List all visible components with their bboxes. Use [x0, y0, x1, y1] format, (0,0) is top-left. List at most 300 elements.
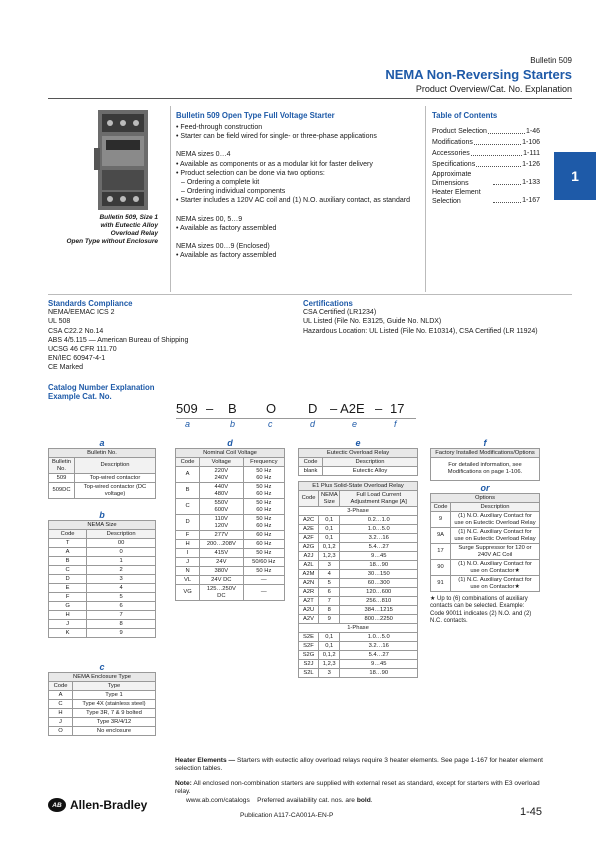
- sizes-line: NEMA sizes 00, 5…9: [176, 215, 243, 223]
- cell: 24V DC: [200, 576, 243, 585]
- column-header: Voltage: [200, 458, 243, 467]
- table-row: [49, 539, 156, 548]
- table-row: [431, 576, 540, 592]
- table-row: [49, 629, 156, 638]
- table-row: [299, 660, 418, 669]
- table-letter: or: [480, 483, 490, 493]
- table-row: [49, 691, 156, 700]
- standards-section: [48, 299, 288, 373]
- cat-dash: –: [206, 401, 214, 416]
- table-d-block: [175, 438, 285, 601]
- bulletin-table: [48, 448, 156, 499]
- table-row: [431, 512, 540, 528]
- column-header: Description: [451, 503, 540, 512]
- cell: A: [176, 467, 200, 483]
- cell: 1,2,3: [319, 552, 340, 561]
- table-row: [431, 544, 540, 560]
- cat-part-d: D: [308, 401, 318, 416]
- toc-item[interactable]: [432, 126, 540, 137]
- page-subtitle: Product Overview/Cat. No. Explanation: [415, 84, 572, 94]
- cell: 91: [431, 576, 451, 592]
- logo-text: Allen-Bradley: [70, 798, 148, 812]
- standard-line: ABS 4/5.115 — American Bureau of Shipping: [48, 336, 189, 344]
- table-row: [49, 718, 156, 727]
- toc-item[interactable]: [432, 137, 540, 148]
- overview-heading: Bulletin 509 Open Type Full Voltage Starter: [176, 111, 335, 120]
- header-rule: [48, 98, 572, 99]
- modifications-note: For detailed information, see Modifications on page 1-106.: [431, 458, 540, 481]
- cell: 90: [431, 560, 451, 576]
- cell: 1: [87, 557, 156, 566]
- standard-line: EN/IEC 60947-4-1: [48, 355, 106, 363]
- table-title: Factory Installed Modifications/Options: [431, 449, 540, 458]
- table-letter: a: [99, 438, 105, 448]
- table-row: [176, 483, 285, 499]
- cell: 9: [431, 512, 451, 528]
- table-row: [299, 615, 418, 624]
- toc-label: Heater Element Selection: [432, 189, 481, 205]
- cell: J: [176, 558, 200, 567]
- table-row: [49, 566, 156, 575]
- table-letter: c: [99, 662, 105, 672]
- table-row: [176, 576, 285, 585]
- cert-line: Hazardous Location: UL Listed (File No. E10314), CSA Certified (LR 11924): [303, 327, 538, 335]
- column-header: Description: [87, 530, 156, 539]
- preferred-text: Preferred availability cat. nos. are: [257, 797, 355, 804]
- cell: 60 Hz: [243, 531, 284, 540]
- heater-note-label: Heater Elements —: [175, 757, 236, 764]
- cat-letter-c: c: [268, 419, 273, 429]
- page-number: 1-45: [520, 806, 543, 818]
- cell: A2E: [299, 525, 319, 534]
- catalog-example: Example Cat. No.: [48, 392, 112, 401]
- section-rule: [48, 294, 572, 295]
- options-footnote: ★ Up to (6) combinations of auxiliary contacts can be selected. Example: Code 90011 indicates (2) N.O. and (2) N.C. contacts.: [430, 596, 532, 625]
- cell: Top-wired contactor (DC voltage): [75, 483, 156, 499]
- column-header: Full Load Current Adjustment Range [A]: [340, 491, 418, 507]
- table-row: [431, 528, 540, 544]
- bullet-item: • Available as factory assembled: [176, 224, 420, 233]
- table-row: [299, 633, 418, 642]
- standards-heading: Standards Compliance: [48, 299, 133, 308]
- toc-label: Modifications: [432, 139, 473, 146]
- table-row: [299, 651, 418, 660]
- toc-label: Approximate Dimensions: [432, 171, 472, 187]
- cell: 60…300: [340, 579, 418, 588]
- cat-dash: –: [375, 401, 383, 416]
- cell: O: [49, 727, 73, 736]
- cell: A: [49, 548, 87, 557]
- table-c-block: [48, 662, 156, 736]
- table-row: [176, 515, 285, 531]
- e1-plus-table: [298, 481, 418, 678]
- table-row: [49, 474, 156, 483]
- cell: S2F: [299, 642, 319, 651]
- table-row: [176, 558, 285, 567]
- cat-part-a: 509: [176, 401, 198, 416]
- brand-logo: [48, 798, 147, 812]
- standard-line: NEMA/EEMAC ICS 2: [48, 309, 115, 317]
- heater-note: [175, 757, 545, 774]
- toc-item[interactable]: [432, 170, 540, 188]
- cell: No enclosure: [73, 727, 156, 736]
- modifications-table: [430, 448, 540, 481]
- cell: 800…2250: [340, 615, 418, 624]
- table-row: [299, 525, 418, 534]
- cat-part-b: B: [228, 401, 237, 416]
- cat-letter-b: b: [230, 419, 236, 429]
- column-header: Code: [299, 491, 319, 507]
- cell: K: [49, 629, 87, 638]
- cat-letter-d: d: [310, 419, 316, 429]
- note-label: Note:: [175, 780, 192, 787]
- table-title: Eutectic Overload Relay: [299, 449, 418, 458]
- table-row: [299, 570, 418, 579]
- table-title: NEMA Size: [49, 521, 156, 530]
- cell: 1,2,3: [319, 660, 340, 669]
- cell: N: [176, 567, 200, 576]
- cell: A2M: [299, 570, 319, 579]
- table-row: [176, 499, 285, 515]
- caption-line: Bulletin 509, Size 1: [99, 214, 158, 221]
- table-row: [299, 516, 418, 525]
- toc-label: Product Selection: [432, 128, 487, 135]
- cell: C: [49, 700, 73, 709]
- cell: 50/60 Hz: [243, 558, 284, 567]
- standard-line: UCSG 46 CFR 111.70: [48, 346, 117, 354]
- coil-voltage-table: [175, 448, 285, 601]
- table-b-block: [48, 510, 156, 638]
- cell: J: [49, 620, 87, 629]
- table-row: [49, 620, 156, 629]
- cell: 50 Hz 60 Hz: [243, 515, 284, 531]
- bullet-item: • Available as components or as a modular kit for faster delivery: [176, 160, 420, 169]
- cell: 2: [87, 566, 156, 575]
- cell: A2F: [299, 534, 319, 543]
- table-row: [299, 642, 418, 651]
- cell: 18…90: [340, 561, 418, 570]
- table-row: [299, 543, 418, 552]
- cell: (1) N.O. Auxiliary Contact for use on Contactor★: [451, 560, 540, 576]
- cell: 5.4…27: [340, 651, 418, 660]
- cell: 3: [319, 669, 340, 678]
- phase-label: 3-Phase: [299, 507, 418, 516]
- table-row: [299, 588, 418, 597]
- cell: J: [49, 718, 73, 727]
- table-row: [431, 560, 540, 576]
- certifications-heading: Certifications: [303, 299, 353, 308]
- cell: H: [49, 611, 87, 620]
- table-of-contents: [432, 111, 540, 206]
- table-row: [299, 579, 418, 588]
- logo-badge-icon: AB: [48, 798, 66, 812]
- table-row: [176, 531, 285, 540]
- table-letter: b: [99, 510, 105, 520]
- cell: 277V: [200, 531, 243, 540]
- cell: 509DC: [49, 483, 75, 499]
- toc-heading: Table of Contents: [432, 111, 498, 120]
- cell: 3.2…16: [340, 534, 418, 543]
- cell: H: [176, 540, 200, 549]
- table-a-block: [48, 438, 156, 499]
- footer-links: www.ab.com/catalogs Preferred availability cat. nos. are bold.: [186, 797, 373, 804]
- cell: 3.2…16: [340, 642, 418, 651]
- table-row: [299, 561, 418, 570]
- cell: Type 3R, 7 & 9 bolted: [73, 709, 156, 718]
- column-header: Frequency: [243, 458, 284, 467]
- divider: [170, 106, 171, 292]
- cert-line: CSA Certified (LR1234): [303, 309, 377, 317]
- table-row: [49, 483, 156, 499]
- cell: 0,1,2: [319, 543, 340, 552]
- bullet-item: • Available as factory assembled: [176, 251, 420, 260]
- toc-page: 1-167: [522, 197, 540, 204]
- cell: 384…1215: [340, 606, 418, 615]
- toc-page: 1-126: [522, 161, 540, 168]
- cell: 50 Hz 60 Hz: [243, 483, 284, 499]
- cell: S2G: [299, 651, 319, 660]
- catalogs-link[interactable]: www.ab.com/catalogs: [186, 797, 250, 804]
- column-header: Code: [176, 458, 200, 467]
- table-row: [49, 557, 156, 566]
- heater-note-text: Starters with eutectic alloy overload relays require 3 heater elements. See page 1-167 for heater element selection tables.: [175, 757, 543, 773]
- cell: 7: [87, 611, 156, 620]
- cell: 380V: [200, 567, 243, 576]
- cell: 24V: [200, 558, 243, 567]
- sizes-line: NEMA sizes 00…9 (Enclosed): [176, 243, 270, 251]
- cell: 50 Hz: [243, 567, 284, 576]
- cell: 6: [319, 588, 340, 597]
- cell: S2E: [299, 633, 319, 642]
- cell: C: [176, 499, 200, 515]
- cell: G: [49, 602, 87, 611]
- column-header: Description: [75, 458, 156, 474]
- column-header: Bulletin No.: [49, 458, 75, 474]
- cell: (1) N.C. Auxiliary Contact for use on Eutectic Overload Relay: [451, 528, 540, 544]
- cell: A2R: [299, 588, 319, 597]
- table-f-block: [430, 438, 540, 626]
- cat-part-c: O: [266, 401, 277, 416]
- cell: 9: [319, 615, 340, 624]
- cell: I: [176, 549, 200, 558]
- cell: 18…90: [340, 669, 418, 678]
- cell: C: [49, 566, 87, 575]
- table-title: Nominal Coil Voltage: [176, 449, 285, 458]
- bullet-item: • Starter can be field wired for single- or three-phase applications: [176, 132, 420, 141]
- cell: 0: [87, 548, 156, 557]
- cell: 415V: [200, 549, 243, 558]
- cell: 0,1: [319, 525, 340, 534]
- table-title: Options: [431, 494, 540, 503]
- cell: A: [49, 691, 73, 700]
- table-row: [299, 606, 418, 615]
- page-title: NEMA Non-Reversing Starters: [385, 67, 572, 82]
- cell: 6: [87, 602, 156, 611]
- cell: D: [49, 575, 87, 584]
- cell: A2V: [299, 615, 319, 624]
- bulletin-label: Bulletin 509: [530, 56, 572, 65]
- cell: 0,1: [319, 534, 340, 543]
- column-header: NEMA Size: [319, 491, 340, 507]
- column-header: Code: [49, 530, 87, 539]
- enclosure-table: [48, 672, 156, 736]
- cell: 0,1: [319, 633, 340, 642]
- cell: A2N: [299, 579, 319, 588]
- table-letter: e: [355, 438, 361, 448]
- toc-item[interactable]: [432, 159, 540, 170]
- cell: 9…45: [340, 552, 418, 561]
- cert-line: UL Listed (File No. E3125, Guide No. NLDX): [303, 318, 442, 326]
- cell: 50 Hz 60 Hz: [243, 467, 284, 483]
- table-row: [49, 593, 156, 602]
- cell: E: [49, 584, 87, 593]
- table-row: [299, 669, 418, 678]
- bullet-item: • Starter includes a 120V AC coil and (1) N.O. auxiliary contact, as standard: [176, 196, 420, 205]
- divider: [425, 106, 426, 292]
- publication-id: Publication A117-CA001A-EN-P: [240, 812, 334, 819]
- cell: 440V 480V: [200, 483, 243, 499]
- cell: 5: [319, 579, 340, 588]
- cell: 8: [319, 606, 340, 615]
- chapter-tab[interactable]: 1: [554, 152, 596, 200]
- overview-section: [176, 111, 420, 260]
- cell: 4: [319, 570, 340, 579]
- cell: 120…600: [340, 588, 418, 597]
- table-row: [49, 611, 156, 620]
- table-row: [176, 585, 285, 601]
- table-row: [299, 552, 418, 561]
- cell: F: [176, 531, 200, 540]
- cat-part-e: – A2E: [330, 401, 365, 416]
- cell: 5.4…27: [340, 543, 418, 552]
- toc-page: 1-111: [523, 150, 540, 157]
- cell: 3: [87, 575, 156, 584]
- table-row: [176, 467, 285, 483]
- standard-line: CE Marked: [48, 364, 84, 372]
- table-row: [49, 727, 156, 736]
- cell: Type 4X (stainless steel): [73, 700, 156, 709]
- sub-option: – Ordering a complete kit: [176, 178, 420, 187]
- starter-photo-icon: [92, 108, 154, 212]
- cell: A2T: [299, 597, 319, 606]
- cell: (1) N.C. Auxiliary Contact for use on Contactor★: [451, 576, 540, 592]
- cell: 30…150: [340, 570, 418, 579]
- cell: VG: [176, 585, 200, 601]
- standard-line: UL 508: [48, 318, 71, 326]
- cell: 17: [431, 544, 451, 560]
- caption-line: with Eutectic Alloy: [100, 222, 158, 229]
- nema-size-table: [48, 520, 156, 638]
- toc-label: Specifications: [432, 161, 476, 168]
- table-row: [49, 709, 156, 718]
- cell: S2L: [299, 669, 319, 678]
- catalog-heading: Catalog Number Explanation: [48, 383, 155, 392]
- table-row: [176, 549, 285, 558]
- column-header: Type: [73, 682, 156, 691]
- table-title: E1 Plus Solid-State Overload Relay: [299, 482, 418, 491]
- table-row: [49, 602, 156, 611]
- toc-item[interactable]: [432, 188, 540, 206]
- cell: A2G: [299, 543, 319, 552]
- column-header: Code: [49, 682, 73, 691]
- toc-label: Accessories: [432, 150, 470, 157]
- table-row: [49, 548, 156, 557]
- table-letter: d: [227, 438, 233, 448]
- cell: 550V 600V: [200, 499, 243, 515]
- column-header: Description: [323, 458, 418, 467]
- cell: 5: [87, 593, 156, 602]
- cell: 60 Hz: [243, 540, 284, 549]
- cell: 9: [87, 629, 156, 638]
- cell: 50 Hz: [243, 549, 284, 558]
- cell: A2U: [299, 606, 319, 615]
- toc-page: 1-133: [522, 179, 540, 186]
- cell: 3: [319, 561, 340, 570]
- cell: A2C: [299, 516, 319, 525]
- note-text: All enclosed non-combination starters are supplied with external reset as standard, except for starters with E3 overload relay.: [175, 780, 540, 796]
- sub-option: – Ordering individual components: [176, 187, 420, 196]
- table-row: [176, 540, 285, 549]
- cell: 1.0…5.0: [340, 633, 418, 642]
- cell: (1) N.O. Auxiliary Contact for use on Eutectic Overload Relay: [451, 512, 540, 528]
- cell: 4: [87, 584, 156, 593]
- table-row: [299, 534, 418, 543]
- cell: 256…810: [340, 597, 418, 606]
- toc-page: 1-46: [525, 128, 540, 135]
- cell: 7: [319, 597, 340, 606]
- cell: 0.2…1.0: [340, 516, 418, 525]
- caption-line: Overload Relay: [110, 230, 158, 237]
- cell: —: [243, 585, 284, 601]
- cell: D: [176, 515, 200, 531]
- column-header: Code: [431, 503, 451, 512]
- table-letter: f: [483, 438, 487, 448]
- cell: B: [49, 557, 87, 566]
- cell: A2L: [299, 561, 319, 570]
- cat-letter-f: f: [394, 419, 397, 429]
- table-title: NEMA Enclosure Type: [49, 673, 156, 682]
- cell: 0,1,2: [319, 651, 340, 660]
- cell: 9…45: [340, 660, 418, 669]
- cell: blank: [299, 467, 323, 476]
- cell: 50 Hz 60 Hz: [243, 499, 284, 515]
- cell: Eutectic Alloy: [323, 467, 418, 476]
- table-row: [299, 597, 418, 606]
- cat-letter-e: e: [352, 419, 358, 429]
- cell: T: [49, 539, 87, 548]
- cat-letter-a: a: [185, 419, 191, 429]
- toc-page: 1-106: [522, 139, 540, 146]
- caption-line: Open Type without Enclosure: [66, 238, 158, 245]
- cell: 110V 120V: [200, 515, 243, 531]
- cell: Surge Suppressor for 120 or 240V AC Coil: [451, 544, 540, 560]
- table-row: [49, 700, 156, 709]
- cell: H: [49, 709, 73, 718]
- table-row: [49, 584, 156, 593]
- cell: 00: [87, 539, 156, 548]
- certifications-section: [303, 299, 543, 336]
- cell: B: [176, 483, 200, 499]
- cell: Type 3R/4/12: [73, 718, 156, 727]
- bullet-item: • Product selection can be done via two options:: [176, 169, 420, 178]
- toc-item[interactable]: [432, 148, 540, 159]
- sizes-line: NEMA sizes 0…4: [176, 151, 231, 159]
- table-title: Bulletin No.: [49, 449, 156, 458]
- bullet-item: • Feed-through construction: [176, 123, 420, 132]
- cell: 200…208V: [200, 540, 243, 549]
- cell: Top-wired contactor: [75, 474, 156, 483]
- cell: —: [243, 576, 284, 585]
